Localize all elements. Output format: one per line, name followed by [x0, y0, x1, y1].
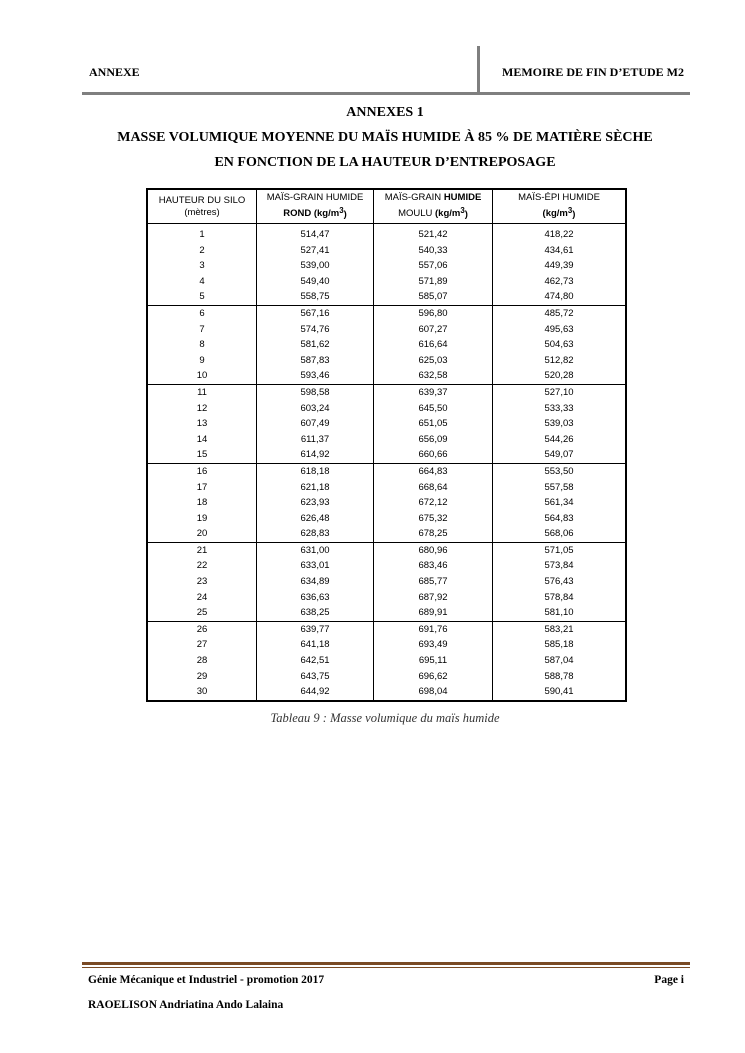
table-cell: 2: [199, 244, 205, 256]
table-cell: 625,03: [374, 353, 493, 369]
table-cell: 618,18: [257, 463, 374, 479]
table-cell: 434,61: [493, 243, 626, 259]
table-cell: 639,37: [374, 384, 493, 400]
table-row: [148, 684, 625, 700]
table-cell: 474,80: [493, 289, 626, 305]
table-cell: 1: [199, 229, 205, 240]
table-cell: 8: [199, 339, 205, 351]
table-cell: 21: [196, 544, 208, 556]
table-cell: 540,33: [374, 243, 493, 259]
table-cell: 611,37: [257, 432, 374, 448]
table-row: [148, 653, 625, 669]
table-cell: 5: [148, 289, 257, 305]
col-header-height: [148, 190, 257, 224]
table-cell: 587,83: [257, 353, 374, 369]
table-row: [148, 511, 625, 527]
table-cell: 3: [199, 260, 205, 272]
table-cell: 581,62: [257, 337, 374, 353]
table-cell: 9: [199, 354, 205, 366]
table-cell: 678,25: [374, 526, 493, 542]
table-cell: 683,46: [374, 558, 493, 574]
table-cell: 583,21: [493, 621, 626, 637]
table-cell: 521,42: [374, 224, 493, 243]
table-cell: 27: [196, 639, 208, 651]
table-cell: 621,18: [257, 480, 374, 496]
density-table-frame: [146, 188, 627, 702]
table-cell: 18: [196, 497, 208, 509]
table-cell: 691,76: [374, 621, 493, 637]
table-row: [148, 495, 625, 511]
table-cell: 14: [196, 433, 208, 445]
table-cell: 573,84: [493, 558, 626, 574]
table-cell: 30: [196, 686, 208, 698]
table-row: [148, 289, 625, 305]
table-cell: 685,77: [374, 574, 493, 590]
table-cell: 28: [196, 655, 208, 667]
table-row: [148, 447, 625, 463]
table-row: [148, 258, 625, 274]
table-cell: 567,16: [257, 305, 374, 321]
table-row: [148, 224, 625, 243]
table-cell: 614,92: [257, 447, 374, 463]
table-cell: 557,06: [374, 258, 493, 274]
table-cell: 626,48: [257, 511, 374, 527]
table-cell: 590,41: [493, 684, 626, 700]
col-header-ear-line1: MAÏS-ÉPI HUMIDE: [518, 192, 600, 204]
table-cell: 689,91: [374, 605, 493, 621]
table-cell: 603,24: [257, 401, 374, 417]
col-header-ground-sup: 3: [460, 205, 465, 215]
density-table: [148, 190, 625, 700]
table-cell: 695,11: [374, 653, 493, 669]
table-cell: 571,89: [374, 274, 493, 290]
table-cell: 644,92: [257, 684, 374, 700]
table-cell: 564,83: [493, 511, 626, 527]
table-cell: 607,49: [257, 416, 374, 432]
table-row: [148, 353, 625, 369]
col-header-round-grain: [257, 190, 374, 224]
table-cell: 664,83: [374, 463, 493, 479]
table-cell: 15: [148, 447, 257, 463]
footer-row: [82, 974, 690, 992]
col-header-round-unit: ROND (kg/m: [283, 208, 340, 220]
col-header-round-close: ): [343, 208, 347, 220]
table-cell: 514,47: [257, 224, 374, 243]
table-cell: 636,63: [257, 590, 374, 606]
table-row: [148, 621, 625, 637]
table-cell: 675,32: [374, 511, 493, 527]
table-cell: 553,50: [493, 463, 626, 479]
col-header-ground-line1-bold: HUMIDE: [443, 192, 482, 204]
table-row: [148, 574, 625, 590]
col-header-height-line1: HAUTEUR DU SILO: [158, 194, 246, 206]
table-cell: 588,78: [493, 669, 626, 685]
table-cell: 576,43: [493, 574, 626, 590]
table-row: [148, 401, 625, 417]
table-cell: 25: [148, 605, 257, 621]
table-cell: 561,34: [493, 495, 626, 511]
header-divider: [477, 46, 480, 92]
table-row: [148, 322, 625, 338]
col-header-round-sup: 3: [339, 205, 344, 215]
table-cell: 504,63: [493, 337, 626, 353]
table-cell: 598,58: [257, 384, 374, 400]
table-cell: 607,27: [374, 322, 493, 338]
table-cell: 638,25: [257, 605, 374, 621]
table-cell: 634,89: [257, 574, 374, 590]
footer-rule-thin: [82, 967, 690, 968]
table-cell: 693,49: [374, 637, 493, 653]
table-cell: 418,22: [493, 224, 626, 243]
footer-page-number: Page i: [654, 974, 684, 986]
page-header: [82, 46, 690, 95]
table-cell: 641,18: [257, 637, 374, 653]
table-row: [148, 558, 625, 574]
table-cell: 13: [196, 418, 208, 430]
table-cell: 578,84: [493, 590, 626, 606]
table-cell: 616,64: [374, 337, 493, 353]
table-row: [148, 337, 625, 353]
table-cell: 549,07: [493, 447, 626, 463]
table-cell: 632,58: [374, 368, 493, 384]
table-cell: 533,33: [493, 401, 626, 417]
table-cell: 23: [196, 576, 208, 588]
table-row: [148, 432, 625, 448]
table-cell: 539,00: [257, 258, 374, 274]
header-left-text: ANNEXE: [89, 65, 140, 79]
table-cell: 512,82: [493, 353, 626, 369]
col-header-ear-close: ): [572, 208, 576, 220]
table-cell: 581,10: [493, 605, 626, 621]
col-header-ground-unit: (kg/m: [435, 208, 461, 220]
annex-title: ANNEXES 1: [346, 105, 424, 120]
table-row: [148, 669, 625, 685]
col-header-ear-unit: (kg/m: [542, 208, 568, 220]
table-cell: 568,06: [493, 526, 626, 542]
table-cell: 639,77: [257, 621, 374, 637]
table-cell: 557,58: [493, 480, 626, 496]
table-cell: 623,93: [257, 495, 374, 511]
table-cell: 449,39: [493, 258, 626, 274]
table-cell: 696,62: [374, 669, 493, 685]
col-header-ground-line2: MOULU: [398, 208, 436, 220]
table-cell: 549,40: [257, 274, 374, 290]
table-cell: 672,12: [374, 495, 493, 511]
col-header-ear-corn: [493, 190, 626, 224]
col-header-ear-sup: 3: [567, 205, 573, 215]
footer-author: RAOELISON Andriatina Ando Lalaina: [88, 999, 284, 1011]
table-cell: 585,18: [493, 637, 626, 653]
table-row: [148, 605, 625, 621]
table-cell: 643,75: [257, 669, 374, 685]
table-cell: 29: [196, 670, 208, 682]
table-cell: 596,80: [374, 305, 493, 321]
table-cell: 668,64: [374, 480, 493, 496]
table-cell: 656,09: [374, 432, 493, 448]
table-header-row: [148, 190, 625, 224]
table-row: [148, 526, 625, 542]
table-cell: 593,46: [257, 368, 374, 384]
table-cell: 22: [196, 560, 208, 572]
footer-rule-thick: [82, 962, 690, 965]
table-cell: 17: [196, 481, 208, 493]
col-header-ground-close: ): [464, 208, 468, 220]
table-cell: 12: [196, 402, 208, 414]
table-cell: 651,05: [374, 416, 493, 432]
table-cell: 19: [196, 512, 208, 524]
col-header-ground-grain: [374, 190, 493, 224]
table-cell: 571,05: [493, 542, 626, 558]
table-cell: 495,63: [493, 322, 626, 338]
table-row: [148, 590, 625, 606]
table-cell: 462,73: [493, 274, 626, 290]
table-cell: 539,03: [493, 416, 626, 432]
table-row: [148, 368, 625, 384]
table-cell: 24: [196, 591, 208, 603]
table-cell: 628,83: [257, 526, 374, 542]
table-cell: 4: [199, 275, 205, 287]
table-cell: 20: [148, 526, 257, 542]
table-cell: 527,10: [493, 384, 626, 400]
col-header-round-line1: MAÏS-GRAIN HUMIDE: [266, 192, 364, 204]
table-cell: 585,07: [374, 289, 493, 305]
table-cell: 631,00: [257, 542, 374, 558]
table-cell: 660,66: [374, 447, 493, 463]
table-body: [148, 224, 625, 700]
header-right-text: MEMOIRE DE FIN D’ETUDE M2: [502, 65, 684, 79]
table-row: [148, 274, 625, 290]
table-row: [148, 542, 625, 558]
table-cell: 6: [199, 307, 205, 319]
col-header-ground-line1: MAÏS-GRAIN: [384, 192, 444, 204]
annex-subtitle-line1: MASSE VOLUMIQUE MOYENNE DU MAÏS HUMIDE À 85 % DE MATIÈRE SÈCHE: [117, 130, 653, 145]
table-row: [148, 463, 625, 479]
table-cell: 544,26: [493, 432, 626, 448]
table-cell: 527,41: [257, 243, 374, 259]
table-cell: 574,76: [257, 322, 374, 338]
annex-subtitle-line2: EN FONCTION DE LA HAUTEUR D’ENTREPOSAGE: [214, 155, 556, 170]
table-row: [148, 416, 625, 432]
table-row: [148, 384, 625, 400]
table-cell: 558,75: [257, 289, 374, 305]
table-row: [148, 637, 625, 653]
table-cell: 642,51: [257, 653, 374, 669]
table-cell: 633,01: [257, 558, 374, 574]
table-row: [148, 305, 625, 321]
table-cell: 698,04: [374, 684, 493, 700]
table-cell: 10: [148, 368, 257, 384]
table-cell: 16: [196, 465, 208, 477]
table-cell: 587,04: [493, 653, 626, 669]
col-header-height-line2: (mètres): [184, 206, 220, 218]
table-cell: 645,50: [374, 401, 493, 417]
table-cell: 7: [199, 323, 205, 335]
table-cell: 680,96: [374, 542, 493, 558]
footer-program: Génie Mécanique et Industriel - promotion 2017: [88, 974, 325, 986]
table-row: [148, 243, 625, 259]
table-cell: 11: [197, 386, 207, 398]
page-footer: [82, 962, 690, 1011]
table-cell: 485,72: [493, 305, 626, 321]
table-row: [148, 480, 625, 496]
table-cell: 26: [196, 623, 208, 635]
table-cell: 520,28: [493, 368, 626, 384]
table-cell: 687,92: [374, 590, 493, 606]
table-caption: Tableau 9 : Masse volumique du maïs humide: [270, 711, 500, 725]
